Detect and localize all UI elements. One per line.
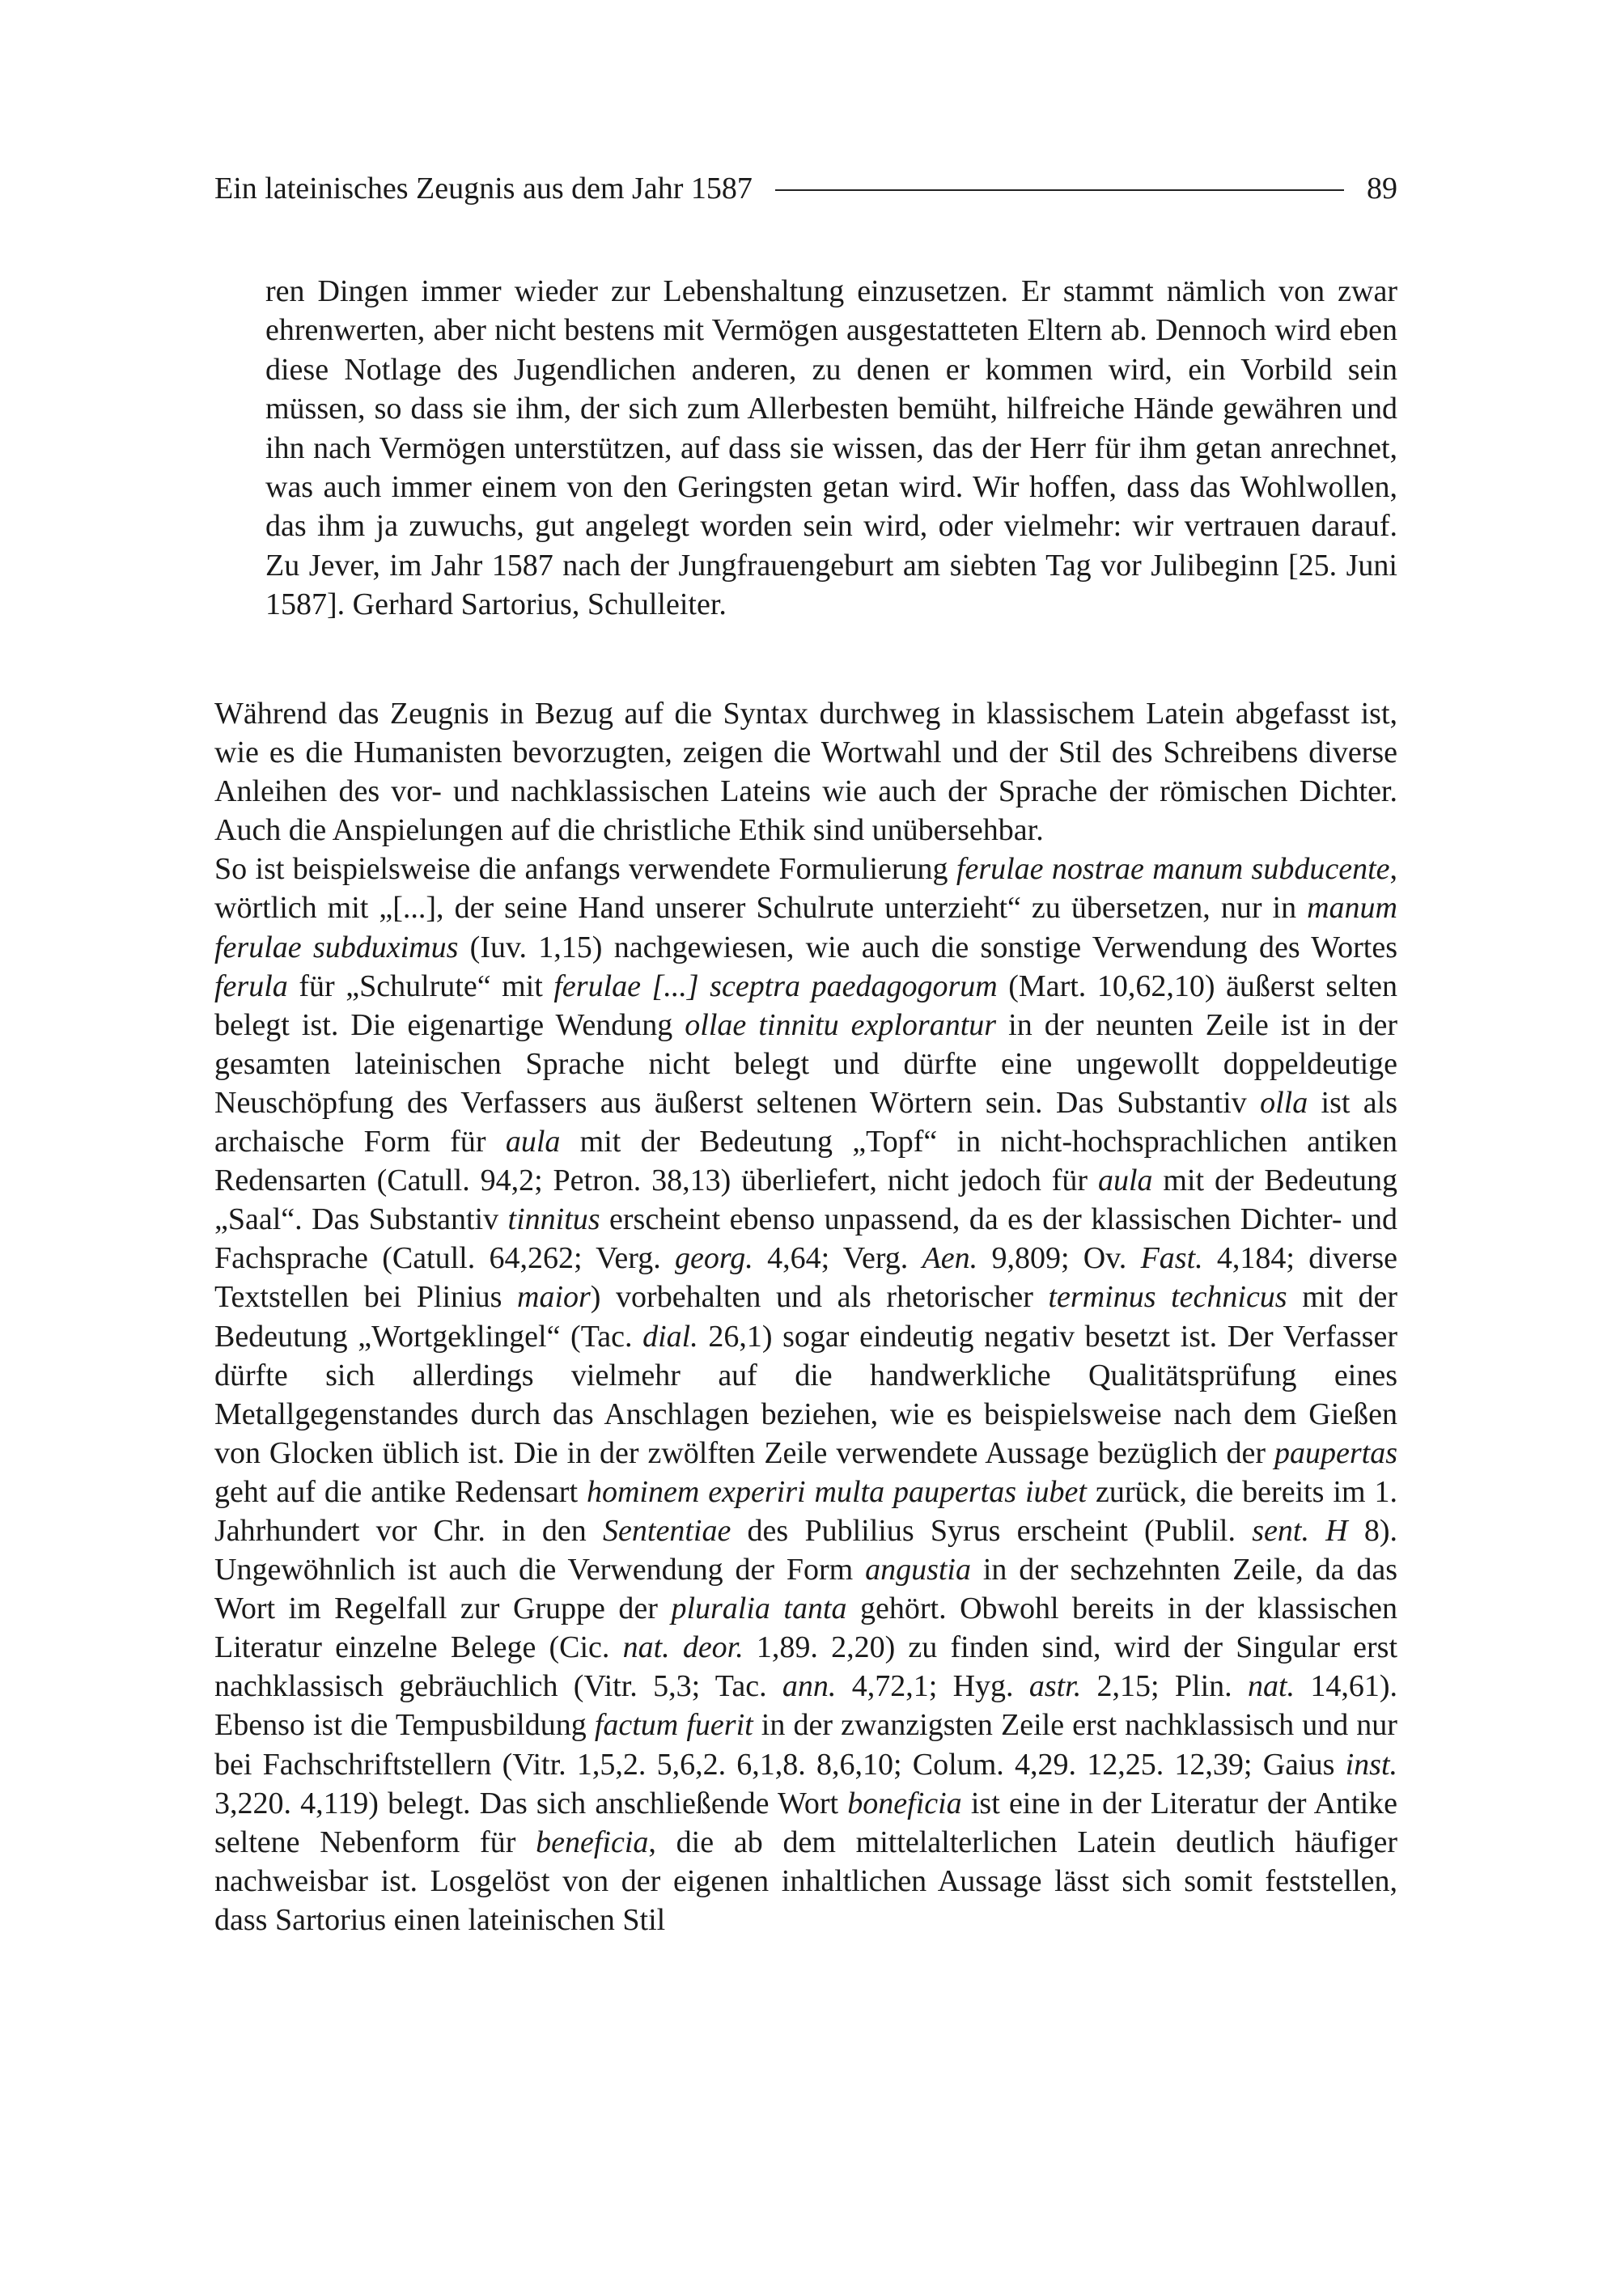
text-run: 4,184; diverse Textstellen bei Plinius	[214, 1241, 1397, 1315]
text-run: für „Schulrute“ mit	[287, 968, 554, 1003]
text-run: , die ab dem mittelalterlichen Latein deutlich häufiger nachweisbar ist. Losgelöst von der eigenen inhaltlichen Aussage lässt sich somit feststellen, dass Sartorius einen lateinischen Stil	[214, 1825, 1397, 1937]
latin-term: beneficia	[536, 1825, 649, 1859]
latin-term: ferulae nostrae manum subducente	[956, 852, 1390, 887]
running-header	[214, 166, 1397, 211]
translation-quote-block	[265, 272, 1397, 625]
latin-term: manum ferulae subduximus	[214, 891, 1397, 964]
latin-term: boneficia	[847, 1786, 962, 1820]
latin-term: hominem experiri multa paupertas iubet	[586, 1474, 1087, 1509]
latin-term: ferulae [...] sceptra paedagogorum	[553, 968, 998, 1003]
latin-term: terminus technicus	[1048, 1280, 1287, 1315]
body-paragraph-2	[214, 850, 1397, 1939]
text-run: 4,64; Verg.	[753, 1241, 922, 1276]
latin-term: paupertas	[1274, 1435, 1397, 1470]
text-run: So ist beispielsweise die anfangs verwendete Formulierung	[214, 852, 956, 887]
text-run: 9,809; Ov.	[977, 1241, 1141, 1276]
main-text	[214, 694, 1397, 1939]
work-abbreviation: ann.	[782, 1669, 837, 1704]
work-abbreviation: Fast.	[1140, 1241, 1203, 1276]
latin-term: tinnitus	[507, 1202, 600, 1237]
text-run: des Publilius Syrus erscheint (Publil.	[731, 1513, 1253, 1548]
text-run: erscheint ebenso unpassend, da es der klassischen Dichter- und Fachsprache (Catull. 64,262; Verg.	[214, 1202, 1397, 1276]
work-abbreviation: sent. H	[1252, 1513, 1348, 1548]
work-abbreviation: Aen.	[922, 1241, 978, 1276]
text-run: 3,220. 4,119) belegt. Das sich anschließende Wort	[214, 1786, 848, 1820]
running-title: Ein lateinisches Zeugnis aus dem Jahr 1587	[214, 172, 753, 206]
latin-term: factum fuerit	[594, 1708, 753, 1743]
latin-term: pluralia tanta	[671, 1592, 847, 1626]
header-rule	[775, 189, 1344, 191]
text-run: in der sechzehnten Zeile, da das Wort im Regelfall zur Gruppe der	[214, 1553, 1397, 1626]
text-run: , wörtlich mit „[...], der seine Hand unserer Schulrute unterzieht“ zu übersetzen, nur in	[214, 852, 1397, 926]
work-title: Sententiae	[603, 1513, 731, 1548]
latin-term: ferula	[214, 968, 288, 1003]
text-run: gehört. Obwohl bereits in der klassischen Literatur einzelne Belege (Cic.	[214, 1592, 1397, 1665]
latin-term: angustia	[865, 1553, 971, 1587]
text-run: (Mart. 10,62,10) äußerst selten belegt ist. Die eigenartige Wendung	[214, 968, 1397, 1042]
text-run: 26,1) sogar eindeutig negativ besetzt ist. Der Verfasser dürfte sich allerdings vielmehr auf die handwerkliche Qualitätsprüfung eines Metallgegenstandes durch das Anschlagen beziehen, wie es beispielsweise nach dem Gießen von Glocken üblich ist. Die in der zwölften Zeile verwendete Aussage bezüglich der	[214, 1319, 1397, 1470]
work-abbreviation: nat.	[1248, 1669, 1295, 1704]
text-run: mit der Bedeutung „Saal“. Das Substantiv	[214, 1163, 1397, 1237]
work-abbreviation: dial.	[642, 1319, 698, 1354]
latin-term: olla	[1260, 1085, 1308, 1120]
text-run: (Iuv. 1,15) nachgewiesen, wie auch die sonstige Verwendung des Wortes	[458, 930, 1397, 964]
text-run: ist als archaische Form für	[214, 1085, 1397, 1159]
text-run: 14,61). Ebenso ist die Tempusbildung	[214, 1669, 1398, 1743]
work-abbreviation: georg.	[675, 1241, 753, 1276]
text-run: ist eine in der Literatur der Antike seltene Nebenform für	[214, 1786, 1397, 1859]
text-run: mit der Bedeutung „Wortgeklingel“ (Tac.	[214, 1280, 1397, 1354]
text-run: mit der Bedeutung „Topf“ in nicht-hochsprachlichen antiken Redensarten (Catull. 94,2; Petron. 38,13) überliefert, nicht jedoch für	[214, 1125, 1397, 1198]
work-abbreviation: inst.	[1345, 1747, 1397, 1782]
latin-term: maior	[517, 1280, 591, 1315]
text-run: 1,89. 2,20) zu finden sind, wird der Singular erst nachklassisch gebräuchlich (Vitr. 5,3; Tac.	[214, 1630, 1397, 1704]
work-abbreviation: astr.	[1028, 1669, 1082, 1704]
latin-term: aula	[1097, 1163, 1153, 1198]
text-run: in der neunten Zeile ist in der gesamten lateinischen Sprache nicht belegt und dürfte eine ungewollt doppeldeutige Neuschöpfung des Verfassers aus äußerst seltenen Wörtern sein. Das Substantiv	[214, 1007, 1397, 1120]
latin-term: ollae tinnitu explorantur	[685, 1007, 997, 1042]
text-run: 2,15; Plin.	[1081, 1669, 1248, 1704]
page-number: 89	[1367, 172, 1397, 206]
text-run: ) vorbehalten und als rhetorischer	[590, 1280, 1049, 1315]
text-run: in der zwanzigsten Zeile erst nachklassisch und nur bei Fachschriftstellern (Vitr. 1,5,2. 5,6,2. 6,1,8. 8,6,10; Colum. 4,29. 12,25. 12,39; Gaius	[214, 1708, 1397, 1782]
latin-term: aula	[505, 1125, 561, 1159]
body-paragraph-1: Während das Zeugnis in Bezug auf die Syntax durchweg in klassischem Latein abgefasst ist, wie es die Humanisten bevorzugten, zeigen die Wortwahl und der Stil des Schreibens diverse Anleihen des vor- und nachklassischen Lateins wie auch der Sprache der römischen Dichter. Auch die Anspielungen auf die christliche Ethik sind unübersehbar.	[214, 697, 1397, 848]
text-run: 4,72,1; Hyg.	[836, 1669, 1029, 1704]
text-run: geht auf die antike Redensart	[214, 1474, 587, 1509]
work-abbreviation: nat. deor.	[622, 1630, 744, 1665]
text-run: zurück, die bereits im 1. Jahrhundert vor Chr. in den	[214, 1474, 1398, 1548]
text-run: 8). Ungewöhnlich ist auch die Verwendung der Form	[214, 1513, 1398, 1587]
quote-paragraph: ren Dingen immer wieder zur Lebenshaltung einzusetzen. Er stammt nämlich von zwar ehrenwerten, aber nicht bestens mit Vermögen ausgestatteten Eltern ab. Dennoch wird eben diese Notlage des Jugendlichen anderen, zu denen er kommen wird, ein Vorbild sein müssen, so dass sie ihm, der sich zum Allerbesten bemüht, hilfreiche Hände gewähren und ihn nach Vermögen unterstützen, auf dass sie wissen, das der Herr für ihm getan anrechnet, was auch immer einem von den Geringsten getan wird. Wir hoffen, dass das Wohlwollen, das ihm ja zuwuchs, gut angelegt worden sein wird, oder vielmehr: wir vertrauen darauf. Zu Jever, im Jahr 1587 nach der Jungfrauengeburt am siebten Tag vor Julibeginn [25. Juni 1587]. Gerhard Sartorius, Schulleiter.	[265, 274, 1397, 622]
